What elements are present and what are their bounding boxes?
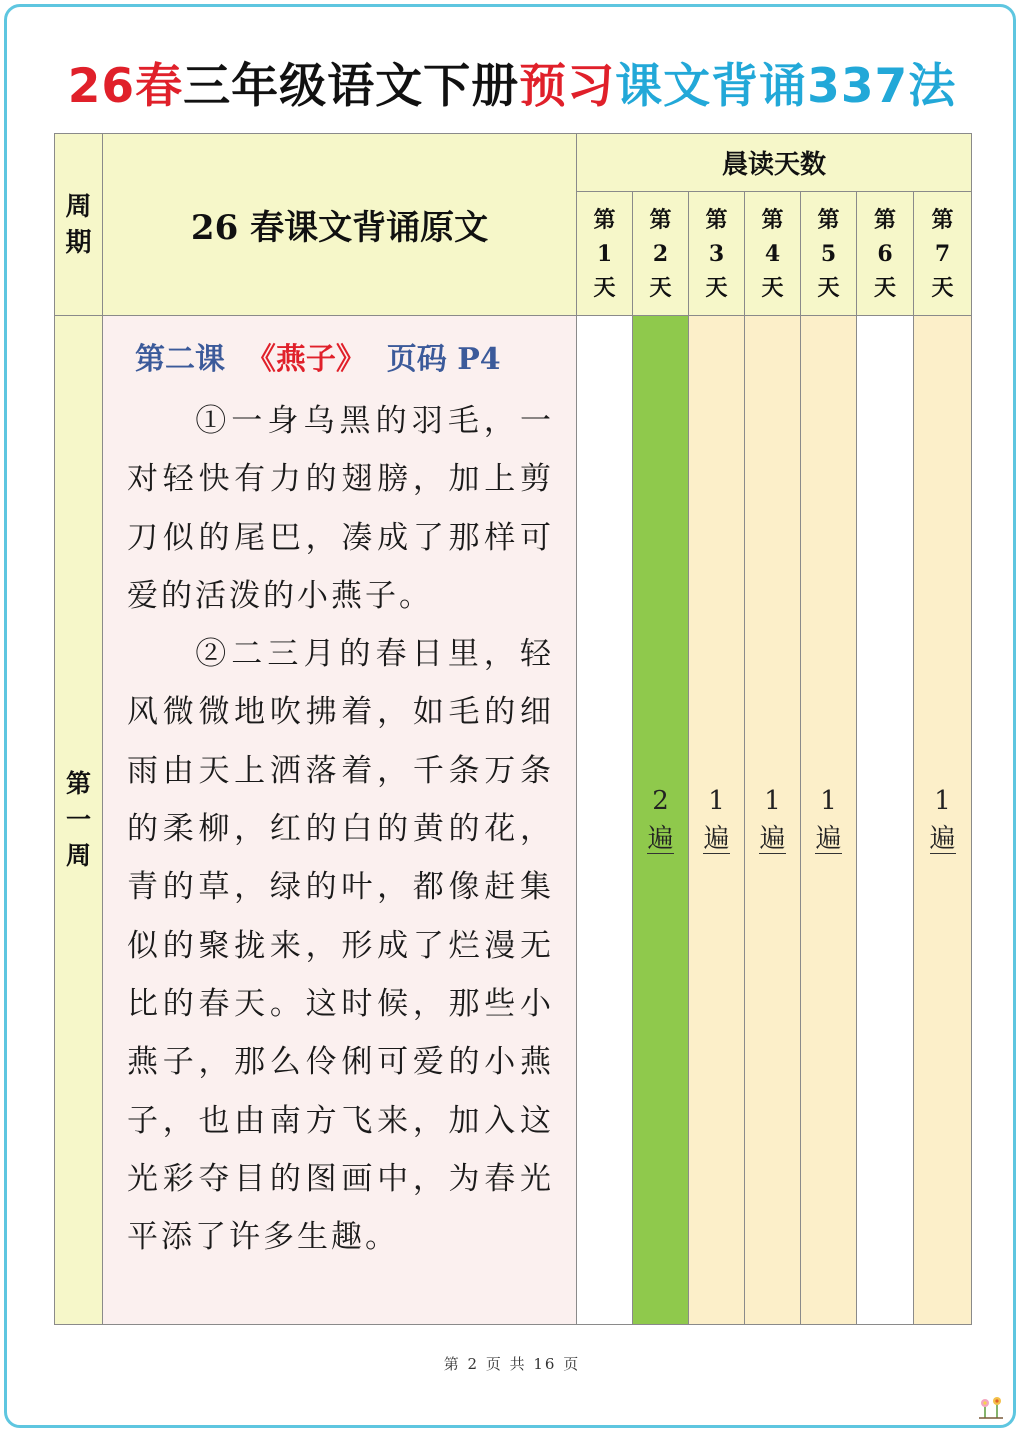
lesson-title [135,338,576,382]
day-7-count: 1 [934,786,951,816]
passage-cell [103,316,577,1325]
lesson-page: 页码 P4 [386,342,501,377]
day-7-cell [914,316,972,1325]
recitation-table [54,133,972,1325]
title-part-year: 26春 [67,59,184,114]
day-3-cell [689,316,745,1325]
day-header-label: 第 6 天 [873,206,896,301]
day-header-7 [914,192,972,316]
day-header-5 [801,192,857,316]
day-7-unit: 遍 [929,824,956,854]
morning-days-header: 晨读天数 [577,134,972,192]
day-header-label: 第 5 天 [817,206,840,301]
day-header-label: 第 4 天 [761,206,784,301]
week-label: 周 期 [65,191,92,258]
day-4-count: 1 [764,786,781,816]
day-3-count: 1 [708,786,725,816]
passage-text [127,392,554,1266]
day-6-cell [857,316,914,1325]
page-title [0,55,1024,119]
day-2-unit: 遍 [647,824,674,854]
day-header-label: 第 1 天 [593,206,616,301]
day-4-unit: 遍 [759,824,786,854]
day-header-label: 第 2 天 [649,206,672,301]
day-4-cell [745,316,801,1325]
lesson-name: 《燕子》 [245,342,366,377]
day-4-mark [759,782,785,858]
paragraph-1: ①一身乌黑的羽毛，一对轻快有力的翅膀，加上剪刀似的尾巴，凑成了那样可爱的活泼的小燕子。 [127,403,554,614]
day-7-mark [930,782,956,858]
day-header-2 [633,192,689,316]
week-name: 第 一 周 [65,769,91,870]
week-cell [55,316,103,1325]
day-2-cell [633,316,689,1325]
page-footer: 第 2 页 共 16 页 [443,1355,581,1373]
paragraph-2: ②二三月的春日里，轻风微微地吹拂着，如毛的细雨由天上洒落着，千条万条的柔柳，红的白的黄的花，青的草，绿的叶，都像赶集似的聚拢来，形成了烂漫无比的春天。这时候，那些小燕子，那么伶俐可爱的小燕子，也由南方飞来，加入这光彩夺目的图画中，为春光平添了许多生趣。 [127,636,554,1256]
title-part-grade: 三年级语文下册 [183,59,520,114]
day-header-3 [689,192,745,316]
text-column-header: 26 春课文背诵原文 [103,134,577,316]
flower-icon [976,1394,1006,1420]
day-2-mark [647,782,673,858]
day-3-mark [703,782,729,858]
day-header-label: 第 3 天 [705,206,728,301]
day-header-6 [857,192,914,316]
day-2-count: 2 [652,786,669,816]
lesson-number: 第二课 [135,342,225,377]
day-3-unit: 遍 [703,824,730,854]
day-header-4 [745,192,801,316]
day-5-cell [801,316,857,1325]
title-part-method: 课文背诵337法 [615,59,957,114]
day-header-1 [577,192,633,316]
title-part-preview: 预习 [519,59,616,114]
day-5-mark [815,782,841,858]
day-1-cell [577,316,633,1325]
week-column-header [55,134,103,316]
day-header-label: 第 7 天 [931,206,954,301]
day-5-unit: 遍 [815,824,842,854]
day-5-count: 1 [820,786,837,816]
